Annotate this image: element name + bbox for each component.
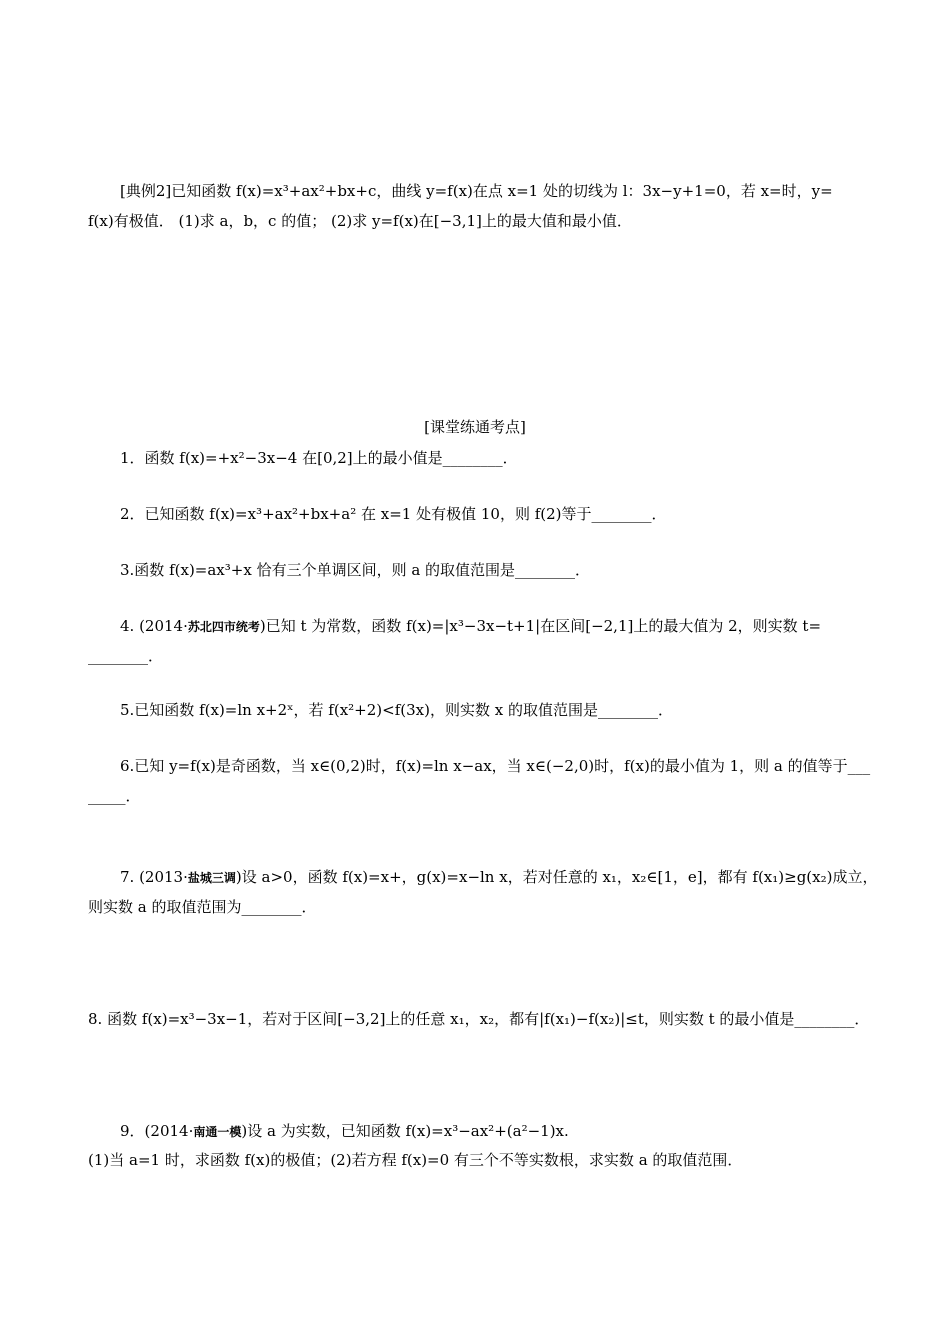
- problem-4-line2: ________．: [88, 647, 164, 665]
- problem-6-line2: _____．: [88, 787, 141, 805]
- problem-8: 8. 函数 f(x)=x³−3x−1，若对于区间[−3,2]上的任意 x₁，x₂，都有|f(x₁)−f(x₂)|≤t，则实数 t 的最小值是________．: [88, 1010, 870, 1028]
- problem-7-source: 盐城三调: [187, 871, 236, 885]
- example2-line2: f(x)有极值． (1)求 a，b，c 的值； (2)求 y=f(x)在[−3,1]上的最大值和最小值．: [88, 212, 632, 230]
- problem-4-prefix: 4. (2014·: [120, 617, 188, 635]
- problem-2: 2．已知函数 f(x)=x³+ax²+bx+a² 在 x=1 处有极值 10，则 f(2)等于________．: [120, 505, 667, 523]
- problem-6-line1: 6.已知 y=f(x)是奇函数，当 x∈(0,2)时，f(x)=ln x−ax，当 x∈(−2,0)时，f(x)的最小值为 1，则 a 的值等于___: [120, 757, 871, 775]
- problem-3: 3.函数 f(x)=ax³+x 恰有三个单调区间，则 a 的取值范围是________．: [120, 561, 591, 579]
- problem-7-line2: 则实数 a 的取值范围为________．: [88, 898, 317, 916]
- problem-5: 5.已知函数 f(x)=ln x+2ˣ，若 f(x²+2)<f(3x)，则实数 x 的取值范围是________．: [120, 701, 673, 719]
- problem-7-line1: [88, 862, 878, 893]
- problem-7-text: )设 a>0，函数 f(x)=x+，g(x)=x−ln x，若对任意的 x₁，x₂∈[1，e]，都有 f(x₁)≥g(x₂)成立，: [235, 868, 878, 886]
- problem-4-text: )已知 t 为常数，函数 f(x)=|x³−3x−t+1|在区间[−2,1]上的最大值为 2，则实数 t=: [259, 617, 822, 635]
- problem-9-line2: (1)当 a=1 时，求函数 f(x)的极值；(2)若方程 f(x)=0 有三个不等实数根，求实数 a 的取值范围．: [88, 1151, 743, 1169]
- problem-1: 1．函数 f(x)=+x²−3x−4 在[0,2]上的最小值是________．: [120, 449, 518, 467]
- problem-9-source: 南通一模: [193, 1125, 242, 1139]
- problem-9-line1: [88, 1116, 878, 1147]
- problem-4-line1: [88, 611, 878, 642]
- section-title: [课堂练通考点]: [424, 418, 526, 436]
- problem-9-prefix: 9．(2014·: [120, 1122, 194, 1140]
- problem-4-source: 苏北四市统考: [187, 620, 260, 634]
- example2-line1: [典例2]已知函数 f(x)=x³+ax²+bx+c，曲线 y=f(x)在点 x=1 处的切线为 l：3x−y+1=0，若 x=时，y=: [120, 182, 833, 200]
- problem-7-prefix: 7. (2013·: [120, 868, 188, 886]
- problem-9-text: )设 a 为实数，已知函数 f(x)=x³−ax²+(a²−1)x.: [241, 1122, 569, 1140]
